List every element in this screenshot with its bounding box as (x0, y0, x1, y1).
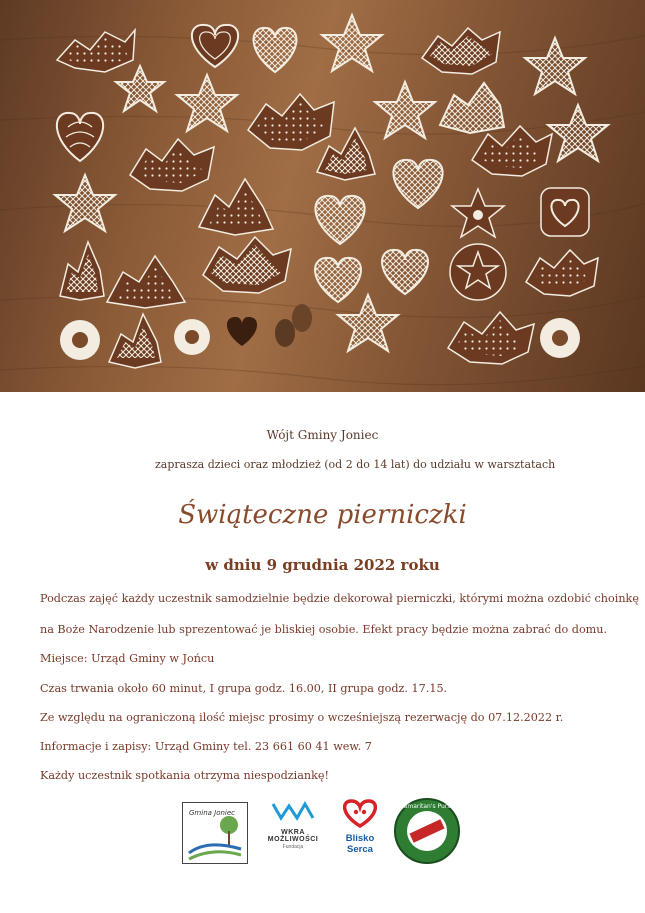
samaritan-logo-text: Samaritan's Purse (399, 803, 455, 810)
cookie-heart-8 (382, 250, 428, 294)
pinecone-2 (292, 304, 312, 332)
inviter-line: Wójt Gminy Joniec (266, 428, 379, 442)
cookie-tree-7 (472, 126, 552, 176)
info-line: Informacje i zapisy: Urząd Gminy tel. 23 661 60 41 wew. 7 (40, 740, 372, 753)
duration-line: Czas trwania około 60 minut, I grupa godz. 16.00, II grupa godz. 17.15. (40, 682, 448, 695)
samaritans-purse-logo (392, 796, 462, 866)
blisko-logo-line2: Serca (347, 844, 373, 855)
cookie-star-7 (55, 175, 115, 231)
cookie-flower-3 (540, 318, 580, 358)
cookie-tree-3 (248, 94, 334, 150)
cookie-star-3 (116, 66, 164, 111)
cookie-star-9 (450, 244, 506, 300)
cookie-flower-1 (60, 320, 100, 360)
cookie-heart-5 (393, 160, 442, 208)
cookie-star-10 (338, 295, 398, 351)
reservation-line: Ze względu na ograniczoną ilość miejsc prosimy o wcześniejszą rezerwację do 07.12.2022 r. (40, 711, 564, 724)
cookie-heart-4 (315, 196, 364, 244)
sponsor-logos (0, 796, 645, 866)
surprise-line: Każdy uczestnik spotkania otrzyma niespodziankę! (40, 769, 329, 782)
event-date: w dniu 9 grudnia 2022 roku (205, 556, 440, 574)
cookie-tree-10 (107, 256, 185, 308)
cookie-tree-13 (109, 314, 161, 368)
blisko-logo-line1: Blisko (345, 833, 375, 844)
cookie-tree-12 (526, 250, 598, 296)
cookie-star-8 (452, 189, 504, 237)
gingerbread-cookies-illustration (0, 0, 645, 392)
wkra-logo (258, 800, 328, 860)
pinecone-1 (275, 319, 295, 347)
cookie-heart-1 (192, 25, 238, 67)
cookie-star-5 (375, 82, 435, 138)
joniec-logo (182, 802, 248, 864)
cookie-tree-14 (448, 312, 534, 364)
cookie-heart-6 (541, 188, 589, 236)
cookie-heart-2 (254, 28, 297, 72)
wkra-logo-name: WKRA MOŻLIWOŚCI (267, 829, 319, 843)
cookie-heart-3 (57, 113, 103, 161)
details-line-2: na Boże Narodzenie lub sprezentować je bliskiej osobie. Efekt pracy będzie można zabrać do domu. (40, 623, 608, 636)
joniec-logo-label: Gmina Joniec (189, 809, 236, 817)
wkra-logo-sub: Fundacja (282, 844, 304, 850)
event-title: Świąteczne pierniczki (178, 500, 467, 530)
cookie-star-1 (322, 15, 382, 71)
gingerbread-photo (0, 0, 645, 392)
heart-icon (340, 798, 380, 828)
cookie-tree-5 (130, 139, 214, 191)
wkra-wave-icon (271, 800, 315, 822)
cookie-star-6 (548, 105, 608, 161)
blisko-serca-logo (338, 798, 382, 862)
cookie-tree-9 (60, 242, 104, 300)
cookie-tree-8 (199, 179, 273, 235)
invite-text: zaprasza dzieci oraz młodzież (od 2 do 14 lat) do udziału w warsztatach (155, 458, 556, 471)
cookie-tree-11 (203, 237, 291, 293)
cookie-heart-9 (227, 317, 257, 346)
samaritans-purse-emblem-icon (392, 796, 462, 866)
cookie-tree-2 (422, 28, 500, 74)
cookie-flower-2 (174, 319, 210, 355)
details-line-1: Podczas zajęć każdy uczestnik samodzielnie będzie dekorował pierniczki, którymi można ozdobić choinkę (40, 592, 639, 605)
cookie-heart-7 (315, 258, 361, 302)
cookie-tree-4 (440, 83, 504, 133)
cookie-star-4 (177, 75, 237, 131)
place-line: Miejsce: Urząd Gminy w Jońcu (40, 652, 215, 665)
